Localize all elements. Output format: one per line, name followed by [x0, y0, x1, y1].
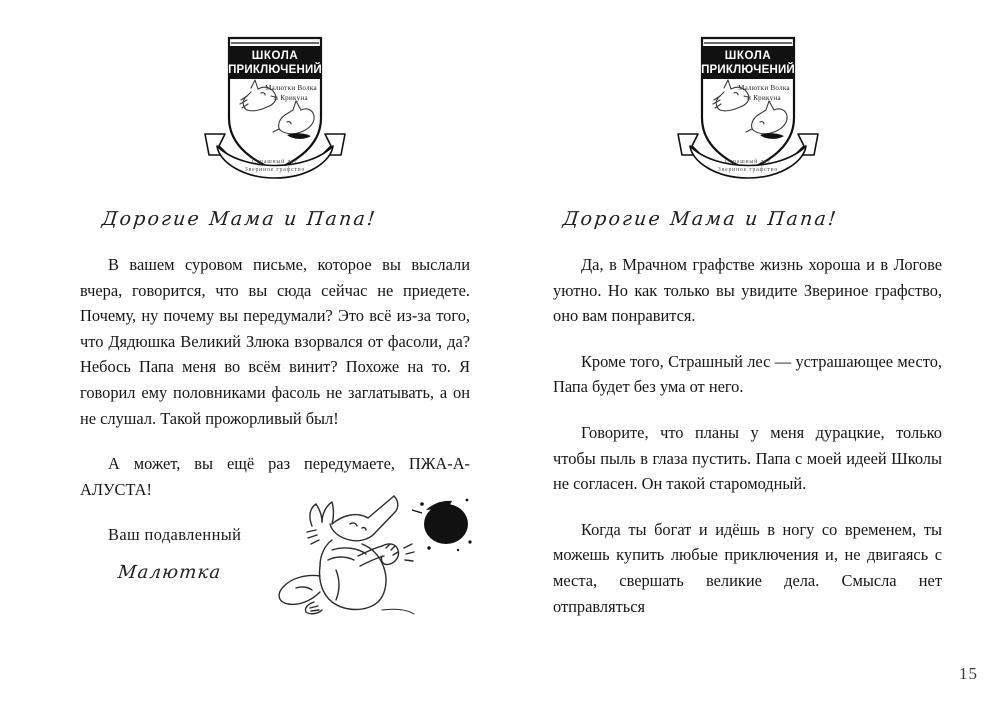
left-body-text: [80, 252, 470, 502]
emblem-ribbon-text-line1: Страшный лес: [252, 159, 298, 165]
school-crest-emblem: [668, 22, 828, 188]
emblem-subtitle-line2: и Крикуна: [746, 94, 781, 102]
emblem-title-line1: ШКОЛА: [251, 50, 299, 62]
paragraph: Да, в Мрачном графстве жизнь хороша и в Логове уютно. Но как только вы увидите Звериное графство, оно вам понравится.: [553, 255, 942, 326]
paragraph: В вашем суровом письме, которое вы выслали вчера, говорится, что вы сюда сейчас не приедете. Почему, ну почему вы передумали? Это всё из-за того, что Дядюшка Великий Злюка взорвался от фасоли, да? Небось Папа меня во всём винит? Похоже на то. Я говорил ему половниками фасоль не заглатывать, а он не слушал. Такой прожорливый был!: [80, 255, 470, 428]
emblem-title-line1: ШКОЛА: [724, 50, 771, 62]
right-page: [500, 0, 1000, 726]
right-salutation: Дорогие Мама и Папа!: [561, 208, 840, 230]
left-emblem-container: [80, 0, 470, 188]
school-crest-emblem: [195, 22, 355, 188]
emblem-ribbon-text-line2: Звериное графство: [244, 167, 306, 173]
emblem-title-line2: ПРИКЛЮЧЕНИЙ: [228, 64, 322, 76]
emblem-subtitle-line2: и Крикуна: [274, 94, 308, 102]
emblem-title-line2: ПРИКЛЮЧЕНИЙ: [700, 64, 795, 76]
left-salutation: Дорогие Мама и Папа!: [100, 208, 379, 230]
signature-name: Малютка: [116, 561, 223, 583]
paragraph: Говорите, что планы у меня дурацкие, только чтобы пыль в глаза пустить. Папа с моей идеей Школы не согласен. Он такой старомодный.: [553, 422, 942, 494]
paragraph: Когда ты богат и идёшь в ногу со временем, ты можешь купить любые приключения и, не двигаясь с места, свершать великие дела. Смысла нет отправляться: [553, 519, 942, 616]
paragraph: Кроме того, Страшный лес — устрашающее место, Папа будет без ума от него.: [553, 351, 942, 397]
emblem-ribbon-text-line1: Страшный лес: [724, 159, 771, 165]
right-body-text: [553, 252, 942, 619]
signature-closing: Ваш подавленный: [108, 525, 242, 545]
wolf-cub-illustration: [262, 484, 477, 619]
signature-block: [80, 522, 470, 583]
emblem-subtitle-line1: Малютки Волка: [737, 84, 790, 92]
page-number: 15: [959, 664, 978, 683]
right-emblem-container: [553, 0, 942, 188]
paragraph: А может, вы ещё раз передумаете, ПЖА-А-АЛУСТА!: [80, 454, 470, 499]
emblem-subtitle-line1: Малютки Волка: [265, 84, 317, 92]
emblem-ribbon-text-line2: Звериное графство: [717, 167, 778, 173]
